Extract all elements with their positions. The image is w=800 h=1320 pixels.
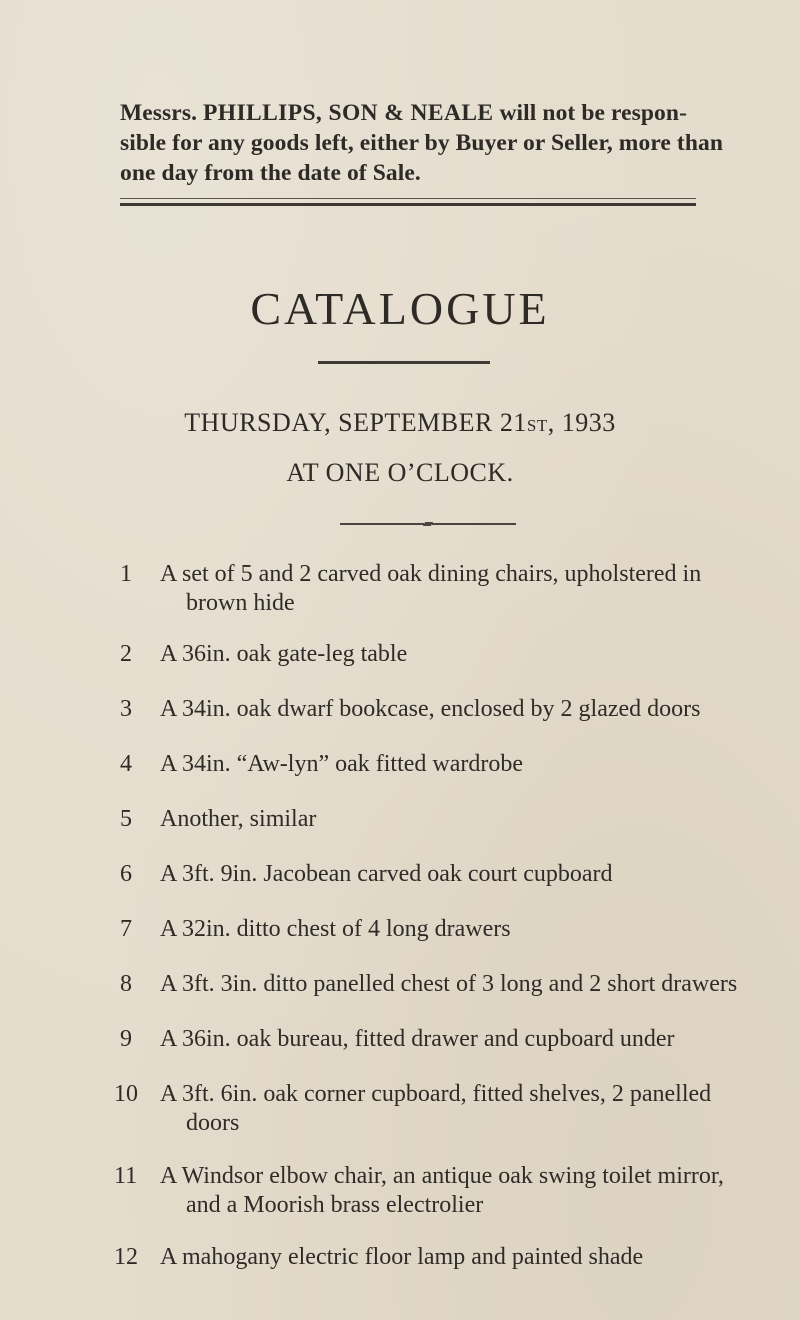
lot-description-line: A set of 5 and 2 carved oak dining chairs, upholstered in [160,561,702,587]
lot-description-line: A 34in. oak dwarf bookcase, enclosed by 2 glazed doors [160,696,701,722]
sale-date-ordinal: ST [526,416,548,435]
notice-line-2: sible for any goods left, either by Buyer or Seller, more than [120,130,724,156]
lot-description-continuation: brown hide [186,590,295,616]
lot-description-line: A 3ft. 6in. oak corner cupboard, fitted shelves, 2 panelled [160,1081,712,1107]
notice-line-3: one day from the date of Sale. [120,160,421,186]
lot-number: 6 [120,861,132,887]
lot-number: 12 [114,1244,138,1270]
notice-prefix: Messrs. [120,100,204,126]
catalogue-title: CATALOGUE [250,283,550,334]
lot-description-line: A 32in. ditto chest of 4 long drawers [160,916,511,942]
lot-description [160,1025,796,1054]
lot-number: 3 [120,696,132,722]
lot-number: 9 [120,1026,132,1052]
lot-description [160,560,796,618]
lot-description [160,860,796,889]
lot-description [160,915,796,944]
lot-description [160,750,796,779]
lot-number: 5 [120,806,132,832]
lot-number: 4 [120,751,132,777]
lot-number: 8 [120,971,132,997]
lot-description [160,695,796,724]
lot-description-line: A Windsor elbow chair, an antique oak swing toilet mirror, [160,1163,724,1189]
sale-date-year: , 1933 [547,408,616,437]
lot-description-line: A 34in. “Aw-lyn” oak fitted wardrobe [160,751,524,777]
lot-description [160,805,796,834]
lot-description [160,970,796,999]
sale-time: AT ONE O’CLOCK. [286,458,514,487]
lot-description-line: A mahogany electric floor lamp and painted shade [160,1244,644,1270]
lot-number: 7 [120,916,132,942]
sale-date-main: THURSDAY, SEPTEMBER 21 [184,408,527,437]
lot-description-line: A 36in. oak gate-leg table [160,641,408,667]
lot-description [160,1243,796,1272]
lot-number: 1 [120,561,132,587]
lot-number: 10 [114,1081,138,1107]
lot-description-line: Another, similar [160,806,317,832]
lot-description-line: A 3ft. 9in. Jacobean carved oak court cupboard [160,861,613,887]
lot-description [160,1162,796,1220]
lot-description-line: A 3ft. 3in. ditto panelled chest of 3 long and 2 short drawers [160,971,738,997]
lot-number: 2 [120,641,132,667]
lot-description [160,640,796,669]
lot-description [160,1080,796,1138]
lot-description-continuation: doors [186,1110,240,1136]
notice-suffix: will not be respon- [493,100,687,126]
lot-description-continuation: and a Moorish brass electrolier [186,1192,484,1218]
lot-number: 11 [114,1163,138,1189]
lot-description-line: A 36in. oak bureau, fitted drawer and cupboard under [160,1026,675,1052]
firm-name: PHILLIPS, SON & NEALE [203,100,494,126]
